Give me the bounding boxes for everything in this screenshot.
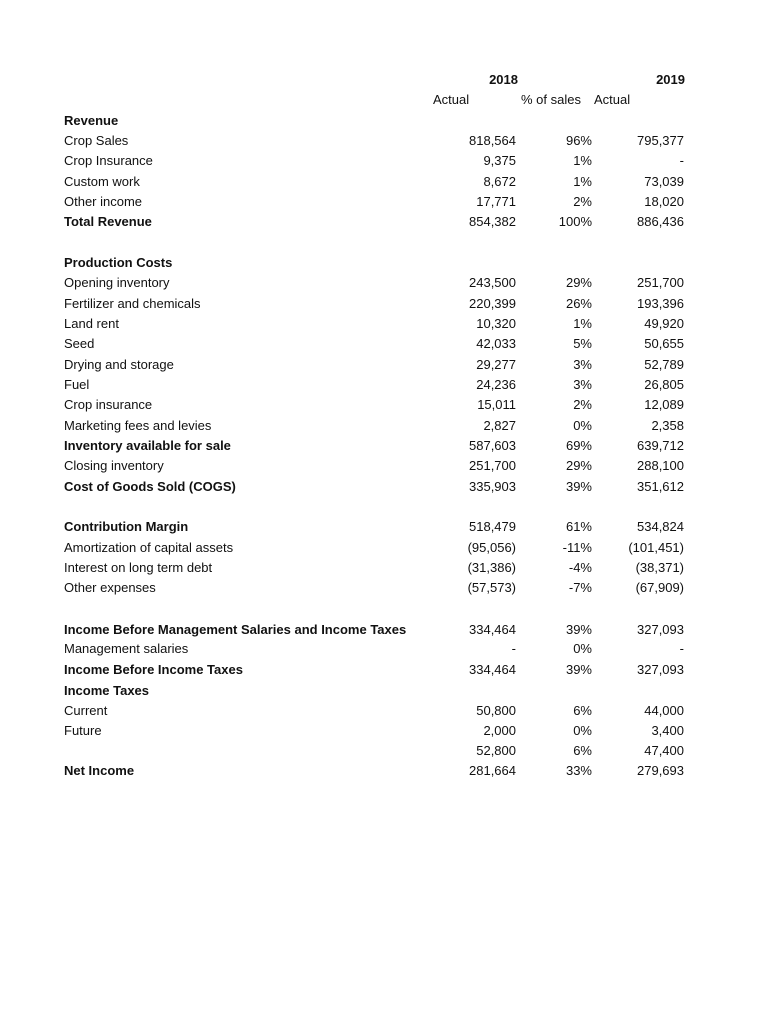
- row-2019-actual: 26,805: [644, 377, 684, 392]
- actual-2019-heading: Actual: [594, 92, 631, 107]
- row-label: Closing inventory: [64, 458, 164, 473]
- row-2018-actual: 8,672: [483, 174, 516, 189]
- row-2019-actual: (38,371): [635, 560, 684, 575]
- row-2019-actual: 886,436: [637, 214, 684, 229]
- row-2018-actual: 29,277: [476, 357, 516, 372]
- row-2019-actual: 2,358: [651, 418, 684, 433]
- row-2019-actual: 47,400: [644, 743, 684, 758]
- row-2018-actual: 10,320: [476, 316, 516, 331]
- row-label: Income Taxes: [64, 683, 150, 698]
- row-2018-actual: -: [511, 641, 516, 656]
- row-2018-actual: 854,382: [469, 214, 516, 229]
- row-2018-actual: 243,500: [469, 275, 516, 290]
- row-2019-actual: -: [679, 641, 684, 656]
- year-2019-heading: 2019: [656, 72, 685, 87]
- row-label: Interest on long term debt: [64, 560, 213, 575]
- row-label: Other expenses: [64, 580, 156, 595]
- row-label: Crop insurance: [64, 397, 153, 412]
- row-label: Inventory available for sale: [64, 438, 231, 453]
- row-pct-of-sales: 5%: [573, 336, 592, 351]
- row-label: Current: [64, 703, 108, 718]
- row-label: Drying and storage: [64, 357, 174, 372]
- row-pct-of-sales: -4%: [568, 560, 592, 575]
- row-pct-of-sales: 2%: [573, 397, 592, 412]
- row-label: Land rent: [64, 316, 119, 331]
- row-2018-actual: 52,800: [476, 743, 516, 758]
- row-2018-actual: 335,903: [469, 479, 516, 494]
- row-2018-actual: 220,399: [469, 296, 516, 311]
- row-label: Cost of Goods Sold (COGS): [64, 479, 236, 494]
- row-pct-of-sales: 61%: [565, 519, 592, 534]
- row-2019-actual: 12,089: [644, 397, 684, 412]
- row-2019-actual: 279,693: [637, 763, 684, 778]
- row-2019-actual: 49,920: [644, 316, 684, 331]
- row-2018-actual: 24,236: [476, 377, 516, 392]
- row-pct-of-sales: 69%: [565, 438, 592, 453]
- row-2019-actual: 288,100: [637, 458, 684, 473]
- row-pct-of-sales: 1%: [573, 174, 592, 189]
- row-2019-actual: (67,909): [635, 580, 684, 595]
- row-label: Production Costs: [64, 255, 173, 270]
- row-label: Marketing fees and levies: [64, 418, 212, 433]
- row-label: Contribution Margin: [64, 519, 189, 534]
- row-label: Future: [64, 723, 102, 738]
- row-2018-actual: 2,827: [483, 418, 516, 433]
- row-2018-actual: 17,771: [476, 194, 516, 209]
- row-2019-actual: 327,093: [637, 622, 684, 637]
- row-2018-actual: (31,386): [467, 560, 516, 575]
- row-pct-of-sales: -7%: [568, 580, 592, 595]
- row-2018-actual: 251,700: [469, 458, 516, 473]
- row-2018-actual: 2,000: [483, 723, 516, 738]
- row-label: Seed: [64, 336, 95, 351]
- row-pct-of-sales: 26%: [565, 296, 592, 311]
- row-2019-actual: -: [679, 153, 684, 168]
- row-pct-of-sales: 100%: [558, 214, 592, 229]
- row-2019-actual: (101,451): [628, 540, 684, 555]
- row-2018-actual: 9,375: [483, 153, 516, 168]
- row-label: Income Before Income Taxes: [64, 662, 243, 677]
- row-2019-actual: 73,039: [644, 174, 684, 189]
- row-pct-of-sales: 0%: [573, 641, 592, 656]
- row-label: Fuel: [64, 377, 90, 392]
- row-pct-of-sales: 0%: [573, 418, 592, 433]
- row-pct-of-sales: -11%: [562, 540, 592, 555]
- row-2018-actual: 15,011: [477, 397, 516, 412]
- row-label: Income Before Management Salaries and Income Taxes: [64, 622, 407, 637]
- row-label: Opening inventory: [64, 275, 170, 290]
- row-pct-of-sales: 29%: [565, 275, 592, 290]
- row-pct-of-sales: 3%: [573, 357, 592, 372]
- row-label: Crop Insurance: [64, 153, 153, 168]
- row-pct-of-sales: 96%: [565, 133, 592, 148]
- pct-sales-heading: % of sales: [521, 92, 581, 107]
- row-2019-actual: 3,400: [651, 723, 684, 738]
- row-2018-actual: 50,800: [476, 703, 516, 718]
- row-2019-actual: 44,000: [644, 703, 684, 718]
- year-2018-heading: 2018: [489, 72, 518, 87]
- row-pct-of-sales: 39%: [565, 479, 592, 494]
- row-pct-of-sales: 39%: [565, 662, 592, 677]
- actual-2018-heading: Actual: [433, 92, 470, 107]
- row-pct-of-sales: 2%: [573, 194, 592, 209]
- row-label: Net Income: [64, 763, 135, 778]
- row-2018-actual: 281,664: [469, 763, 516, 778]
- row-2018-actual: (57,573): [467, 580, 516, 595]
- row-pct-of-sales: 39%: [565, 622, 592, 637]
- row-2019-actual: 351,612: [637, 479, 684, 494]
- row-pct-of-sales: 1%: [573, 153, 592, 168]
- row-2019-actual: 193,396: [637, 296, 684, 311]
- row-2019-actual: 534,824: [637, 519, 684, 534]
- row-2018-actual: 334,464: [469, 622, 516, 637]
- row-2019-actual: 639,712: [637, 438, 684, 453]
- row-2019-actual: 251,700: [637, 275, 684, 290]
- row-label: Management salaries: [64, 641, 189, 656]
- row-label: Other income: [64, 194, 143, 209]
- row-2018-actual: 587,603: [469, 438, 516, 453]
- row-2018-actual: (95,056): [467, 540, 516, 555]
- row-2019-actual: 18,020: [644, 194, 684, 209]
- row-2018-actual: 518,479: [469, 519, 516, 534]
- row-2018-actual: 42,033: [476, 336, 516, 351]
- row-2019-actual: 795,377: [637, 133, 684, 148]
- row-label: Crop Sales: [64, 133, 129, 148]
- row-label: Custom work: [64, 174, 140, 189]
- row-pct-of-sales: 3%: [573, 377, 592, 392]
- row-pct-of-sales: 6%: [573, 743, 592, 758]
- row-2019-actual: 52,789: [644, 357, 684, 372]
- row-label: Revenue: [64, 113, 119, 128]
- row-pct-of-sales: 29%: [565, 458, 592, 473]
- row-label: Total Revenue: [64, 214, 152, 229]
- row-2018-actual: 818,564: [469, 133, 516, 148]
- row-label: Fertilizer and chemicals: [64, 296, 201, 311]
- row-2019-actual: 327,093: [637, 662, 684, 677]
- row-pct-of-sales: 1%: [573, 316, 592, 331]
- row-pct-of-sales: 6%: [573, 703, 592, 718]
- row-2018-actual: 334,464: [469, 662, 516, 677]
- row-label: Amortization of capital assets: [64, 540, 234, 555]
- row-pct-of-sales: 0%: [573, 723, 592, 738]
- row-2019-actual: 50,655: [644, 336, 684, 351]
- row-pct-of-sales: 33%: [565, 763, 592, 778]
